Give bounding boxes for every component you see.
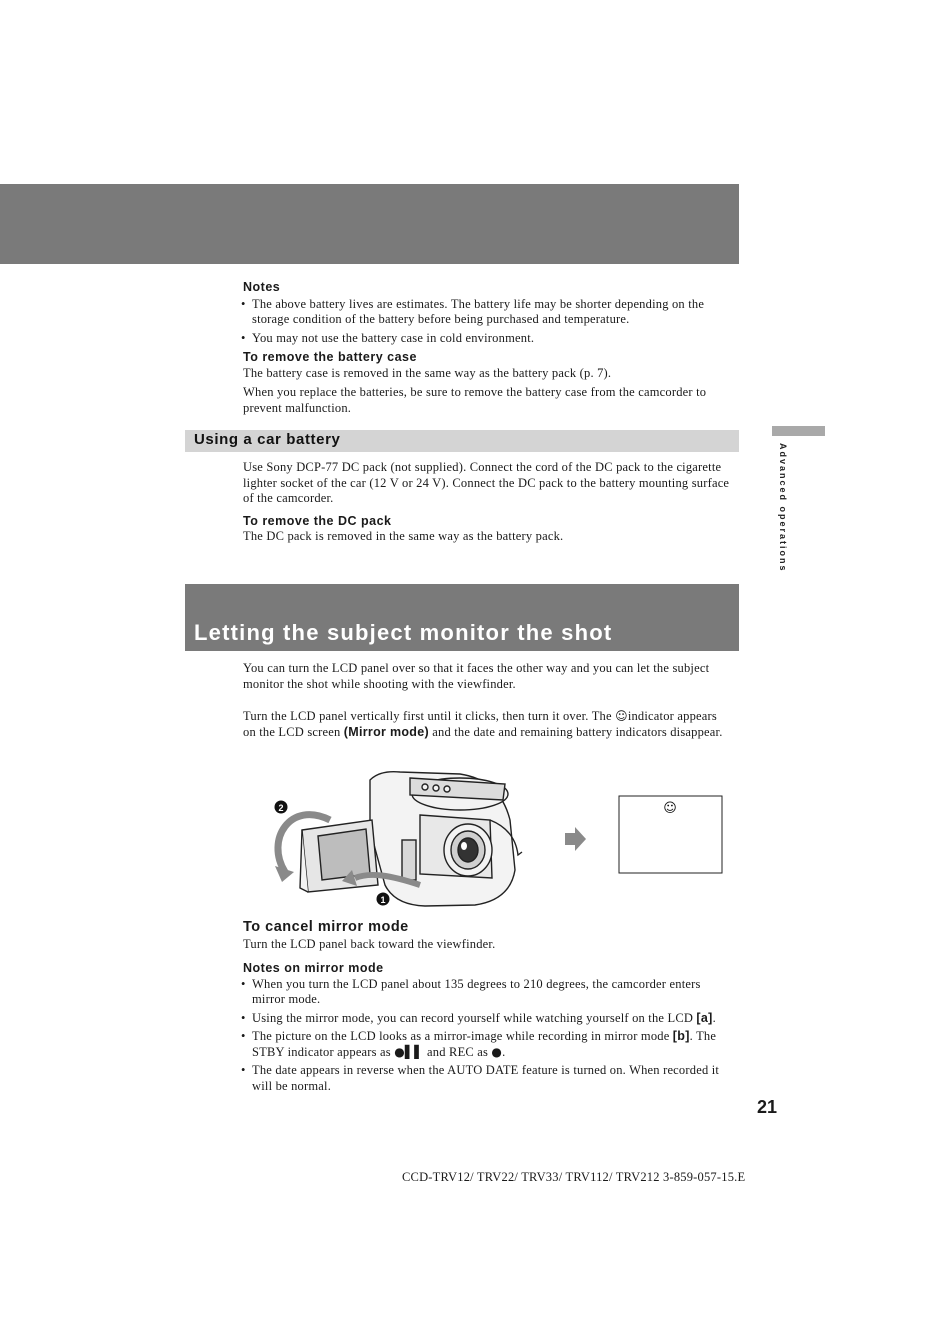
- mirror-screen-indicator-icon: ☺: [663, 801, 677, 816]
- car-battery-body: Use Sony DCP-77 DC pack (not supplied). Connect the cord of the DC pack to the cigarette lighter socket of the car (12 V or 24 V). Connect the DC pack to the battery mounting surface of the camcorder.: [243, 460, 730, 505]
- notes-block: [243, 280, 733, 416]
- rec-icon: ●: [491, 1044, 503, 1059]
- side-tab-label: Advanced operations: [778, 443, 788, 573]
- step-2-marker: [275, 801, 288, 814]
- car-battery-section-bar: [185, 430, 739, 452]
- mirror-turn-instructions: Turn the LCD panel vertically first until it clicks, then turn it over. The ☺indicator appears on the LCD screen (Mirror mode) and the date and remaining battery indicators disappear.: [243, 709, 723, 739]
- ref-b: [b]: [672, 1029, 690, 1043]
- mirror-notes-item: • The picture on the LCD looks as a mirror-image while recording in mirror mode [b]. The STBY indicator appears as ●▌▌ and REC as ●.: [243, 1029, 733, 1060]
- remove-dc-pack-heading: To remove the DC pack: [243, 513, 392, 528]
- mirror-notes-list: [243, 977, 733, 1095]
- camcorder-illustration: [260, 760, 740, 910]
- cancel-body: Turn the LCD panel back toward the viewfinder.: [243, 936, 496, 951]
- stby-icon: ●▌▌: [394, 1044, 424, 1059]
- svg-text:1: 1: [380, 895, 386, 905]
- remove-battery-case-text: The battery case is removed in the same way as the battery pack (p. 7).: [243, 365, 612, 380]
- car-battery-block: [243, 460, 733, 545]
- footer-model-code: CCD-TRV12/ TRV22/ TRV33/ TRV112/ TRV212 3-859-057-15.E: [402, 1170, 746, 1184]
- mirror-section-band: [185, 584, 739, 651]
- mirror-notes-item: • When you turn the LCD panel about 135 degrees to 210 degrees, the camcorder enters mirror mode.: [243, 977, 733, 1008]
- header-band: [0, 184, 739, 264]
- remove-battery-case-warning: When you replace the batteries, be sure to remove the battery case from the camcorder to prevent malfunction.: [243, 385, 707, 415]
- side-tab-marker: [772, 426, 825, 436]
- result-arrow-icon: [565, 827, 586, 851]
- car-battery-title: Using a car battery: [194, 431, 341, 448]
- remove-battery-case-heading: To remove the battery case: [243, 350, 417, 364]
- ref-a: [a]: [696, 1010, 713, 1025]
- page-number: 21: [757, 1097, 778, 1117]
- mirror-mode-label: (Mirror mode): [343, 724, 429, 739]
- camcorder-icon: [300, 772, 522, 906]
- mirror-notes-heading: Notes on mirror mode: [243, 961, 384, 975]
- svg-text:2: 2: [278, 803, 284, 813]
- notes-item: • The above battery lives are estimates. The battery life may be shorter depending on the storage condition of the battery before being purchased and temperature.: [243, 297, 733, 328]
- mirror-mode-indicator-icon: ☺: [615, 709, 628, 723]
- cancel-block: [243, 920, 733, 1097]
- mirror-notes-item: • Using the mirror mode, you can record yourself while watching yourself on the LCD [a].: [243, 1011, 733, 1027]
- remove-dc-pack-text: The DC pack is removed in the same way as the battery pack.: [243, 529, 564, 543]
- mirror-intro-block: [243, 661, 733, 740]
- mirror-section-title: Letting the subject monitor the shot: [194, 620, 613, 645]
- mirror-notes-item: • The date appears in reverse when the AUTO DATE feature is turned on. When recorded it will be normal.: [243, 1063, 733, 1094]
- step-1-marker: [377, 893, 390, 906]
- cancel-heading: To cancel mirror mode: [243, 919, 409, 935]
- mirror-intro: You can turn the LCD panel over so that it faces the other way and you can let the subject monitor the shot while shooting with the viewfinder.: [243, 661, 710, 691]
- notes-list: [243, 297, 733, 347]
- notes-item: • You may not use the battery case in cold environment.: [243, 331, 733, 347]
- notes-heading: Notes: [243, 280, 281, 294]
